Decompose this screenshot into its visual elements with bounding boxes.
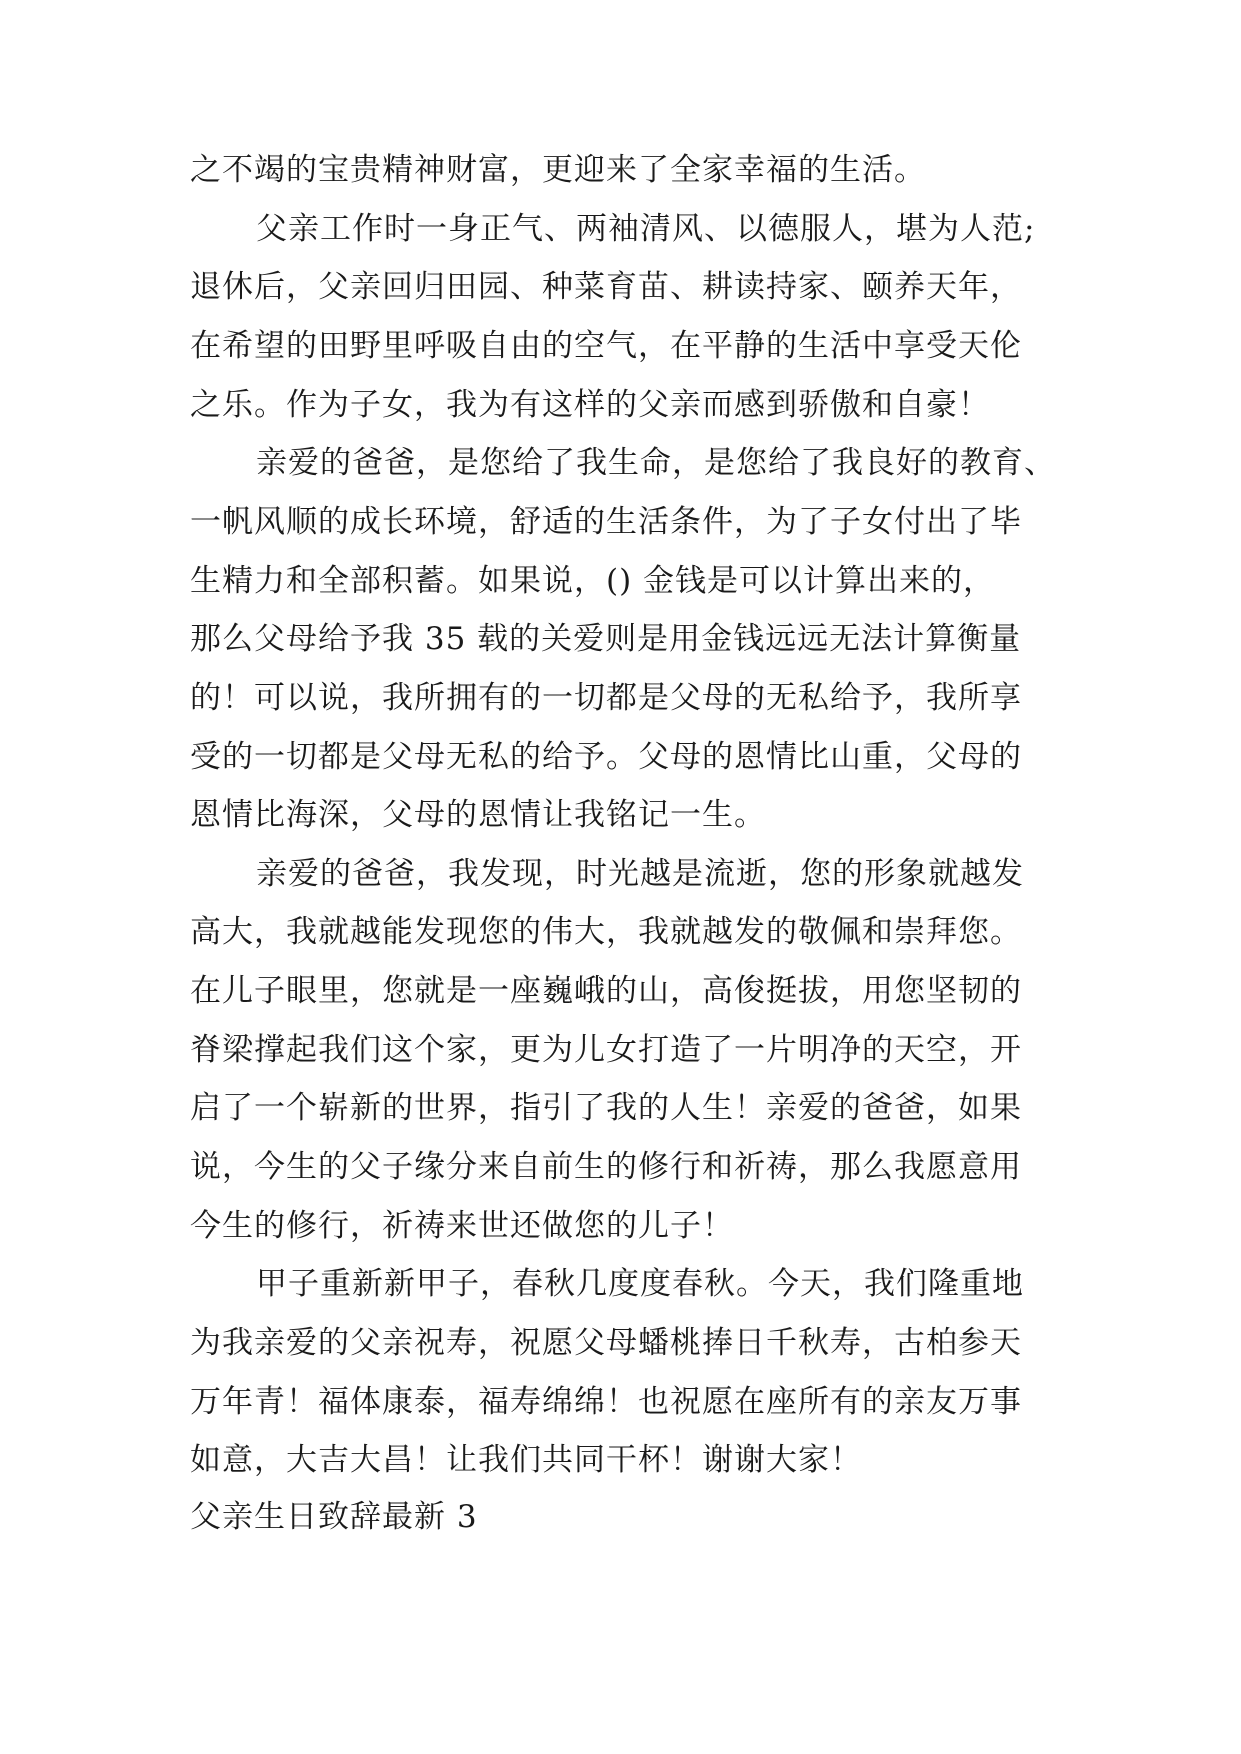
text-line: 万年青！福体康泰，福寿绵绵！也祝愿在座所有的亲友万事 (190, 1384, 1022, 1420)
text-line: 恩情比海深，父母的恩情让我铭记一生。 (190, 797, 766, 833)
text-line: 生精力和全部积蓄。如果说，() 金钱是可以计算出来的， (190, 563, 996, 599)
text-line: 在希望的田野里呼吸自由的空气，在平静的生活中享受天伦 (190, 328, 1022, 364)
paragraph-start-line: 父亲工作时一身正气、两袖清风、以德服人，堪为人范; (256, 211, 1036, 247)
paragraph-start-line: 甲子重新新甲子，春秋几度度春秋。今天，我们隆重地 (256, 1266, 1024, 1302)
text-line: 今生的修行，祈祷来世还做您的儿子！ (190, 1208, 734, 1244)
paragraph-start-line: 亲爱的爸爸，是您给了我生命，是您给了我良好的教育、 (256, 445, 1056, 481)
text-line: 受的一切都是父母无私的给予。父母的恩情比山重，父母的 (190, 739, 1022, 775)
text-line: 在儿子眼里，您就是一座巍峨的山，高俊挺拔，用您坚韧的 (190, 973, 1022, 1009)
text-line: 那么父母给予我 35 载的关爱则是用金钱远远无法计算衡量 (190, 621, 1022, 657)
text-line: 启了一个崭新的世界，指引了我的人生！亲爱的爸爸，如果 (190, 1090, 1022, 1126)
text-line: 之乐。作为子女，我为有这样的父亲而感到骄傲和自豪！ (190, 387, 990, 423)
text-line: 退休后，父亲回归田园、种菜育苗、耕读持家、颐养天年， (190, 269, 1022, 305)
text-line: 为我亲爱的父亲祝寿，祝愿父母蟠桃捧日千秋寿，古柏参天 (190, 1325, 1022, 1361)
paragraph-start-line: 亲爱的爸爸，我发现，时光越是流逝，您的形象就越发 (256, 856, 1024, 892)
text-line: 如意，大吉大昌！让我们共同干杯！谢谢大家！ (190, 1442, 862, 1478)
text-line: 一帆风顺的成长环境，舒适的生活条件，为了子女付出了毕 (190, 504, 1022, 540)
text-line: 之不竭的宝贵精神财富，更迎来了全家幸福的生活。 (190, 152, 926, 188)
text-line: 高大，我就越能发现您的伟大，我就越发的敬佩和崇拜您。 (190, 914, 1022, 950)
text-line: 的！可以说，我所拥有的一切都是父母的无私给予，我所享 (190, 680, 1022, 716)
text-line: 说，今生的父子缘分来自前生的修行和祈祷，那么我愿意用 (190, 1149, 1022, 1185)
section-heading: 父亲生日致辞最新 3 (190, 1499, 478, 1535)
text-line: 脊梁撑起我们这个家，更为儿女打造了一片明净的天空，开 (190, 1032, 1022, 1068)
